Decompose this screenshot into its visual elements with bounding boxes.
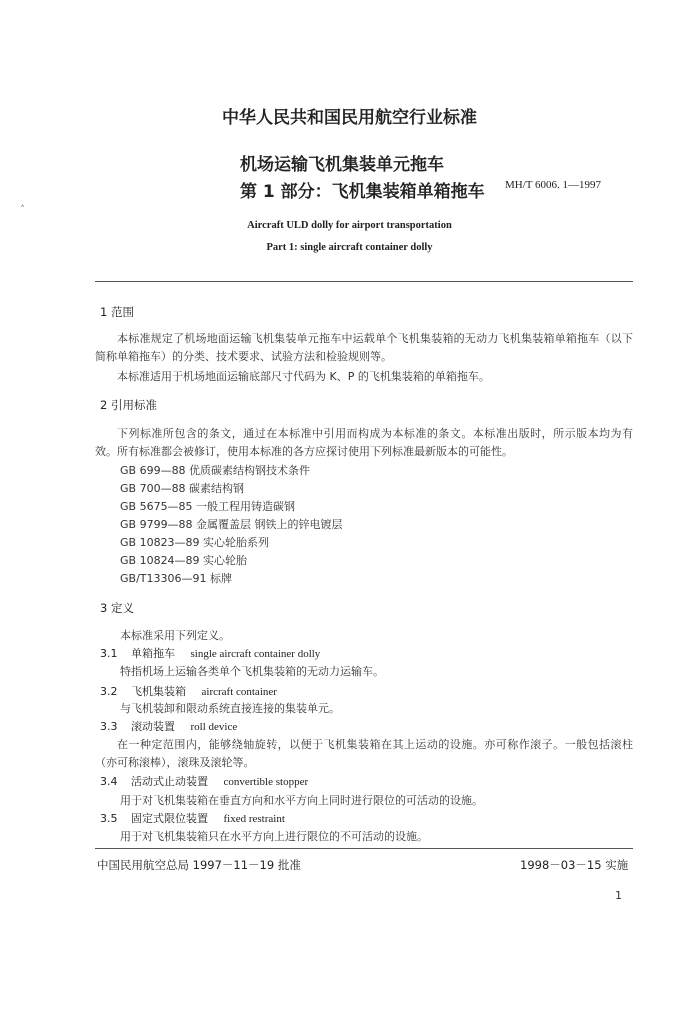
english-title-line-2: Part 1: single aircraft container dolly xyxy=(266,242,433,253)
reference-standard-item: GB 700—88 碳素结构钢 xyxy=(120,482,245,495)
title-line-2: 第 1 部分：飞机集装箱单箱拖车 xyxy=(240,182,485,202)
english-title-line-1: Aircraft ULD dolly for airport transportation xyxy=(247,220,452,231)
reference-standard-item: GB 9799—88 金属覆盖层 钢铁上的锌电镀层 xyxy=(120,518,343,531)
definition-term: 滚动装置 xyxy=(131,720,175,733)
section-3-heading: 3 定义 xyxy=(100,601,134,615)
definition-3-3 xyxy=(100,718,237,734)
definition-number: 3.3 xyxy=(100,720,118,733)
definition-3-2-desc: 与飞机装卸和限动系统直接连接的集装单元。 xyxy=(120,702,340,715)
definition-term: 飞机集装箱 xyxy=(131,685,186,698)
reference-standard-item: GB 10823—89 实心轮胎系列 xyxy=(120,536,270,549)
implementation-date: 1998－03－15 实施 xyxy=(520,858,629,872)
title-line-1: 机场运输飞机集装单元拖车 xyxy=(240,155,444,175)
definition-3-4-desc: 用于对飞机集装箱在垂直方向和水平方向上同时进行限位的可活动的设施。 xyxy=(120,794,483,807)
reference-standard-item: GB 5675—85 一般工程用铸造碳钢 xyxy=(120,500,296,513)
section-1-paragraph-1: 本标准规定了机场地面运输飞机集装单元拖车中运载单个飞机集装箱的无动力飞机集装箱单箱拖车（以下简称单箱拖车）的分类、技术要求、试验方法和检验规则等。 xyxy=(95,332,633,363)
section-2-heading: 2 引用标准 xyxy=(100,398,157,412)
definition-term-en: aircraft container xyxy=(201,686,277,698)
reference-standard-item: GB 10824—89 实心轮胎 xyxy=(120,554,248,567)
definition-3-5 xyxy=(100,810,285,826)
definition-3-1-desc: 特指机场上运输各类单个飞机集装箱的无动力运输车。 xyxy=(120,665,384,678)
definition-term-en: single aircraft container dolly xyxy=(190,648,321,660)
definition-number: 3.5 xyxy=(100,812,118,825)
definition-term: 活动式止动装置 xyxy=(131,775,208,788)
definition-term: 单箱拖车 xyxy=(131,647,175,660)
section-2-paragraph: 下列标准所包含的条文，通过在本标准中引用而构成为本标准的条文。本标准出版时，所示版本均为有效。所有标准都会被修订，使用本标准的各方应探讨使用下列标准最新版本的可能性。 xyxy=(95,427,633,458)
reference-standard-item: GB/T13306—91 标牌 xyxy=(120,572,232,585)
definition-number: 3.4 xyxy=(100,775,118,788)
reference-standard-item: GB 699—88 优质碳素结构钢技术条件 xyxy=(120,464,311,477)
approval-line: 中国民用航空总局 1997－11－19 批准 xyxy=(97,858,301,872)
section-1-paragraph-2: 本标准适用于机场地面运输底部尺寸代码为 K、P 的飞机集装箱的单箱拖车。 xyxy=(117,370,490,383)
definition-3-4 xyxy=(100,773,308,789)
definition-number: 3.2 xyxy=(100,685,118,698)
standard-category-header: 中华人民共和国民用航空行业标准 xyxy=(222,108,477,128)
top-divider xyxy=(95,281,633,282)
definition-3-5-desc: 用于对飞机集装箱只在水平方向上进行限位的不可活动的设施。 xyxy=(120,830,428,843)
section-3-intro: 本标准采用下列定义。 xyxy=(120,629,230,642)
definition-term-en: roll device xyxy=(190,721,238,733)
definition-3-1 xyxy=(100,645,320,661)
standard-code: MH/T 6006. 1—1997 xyxy=(505,179,602,191)
definition-term-en: fixed restraint xyxy=(223,813,285,825)
definition-term: 固定式限位装置 xyxy=(131,812,208,825)
scan-mark: ˄ xyxy=(20,205,25,216)
definition-3-3-desc: 在一种定范围内，能够绕轴旋转，以便于飞机集装箱在其上运动的设施。亦可称作滚子。一般包括滚柱（亦可称滚棒），滚珠及滚轮等。 xyxy=(95,738,633,769)
definition-number: 3.1 xyxy=(100,647,118,660)
bottom-divider xyxy=(95,848,633,849)
definition-3-2 xyxy=(100,683,277,699)
page-number: 1 xyxy=(615,889,622,902)
definition-term-en: convertible stopper xyxy=(223,776,309,788)
section-1-heading: 1 范围 xyxy=(100,305,134,319)
